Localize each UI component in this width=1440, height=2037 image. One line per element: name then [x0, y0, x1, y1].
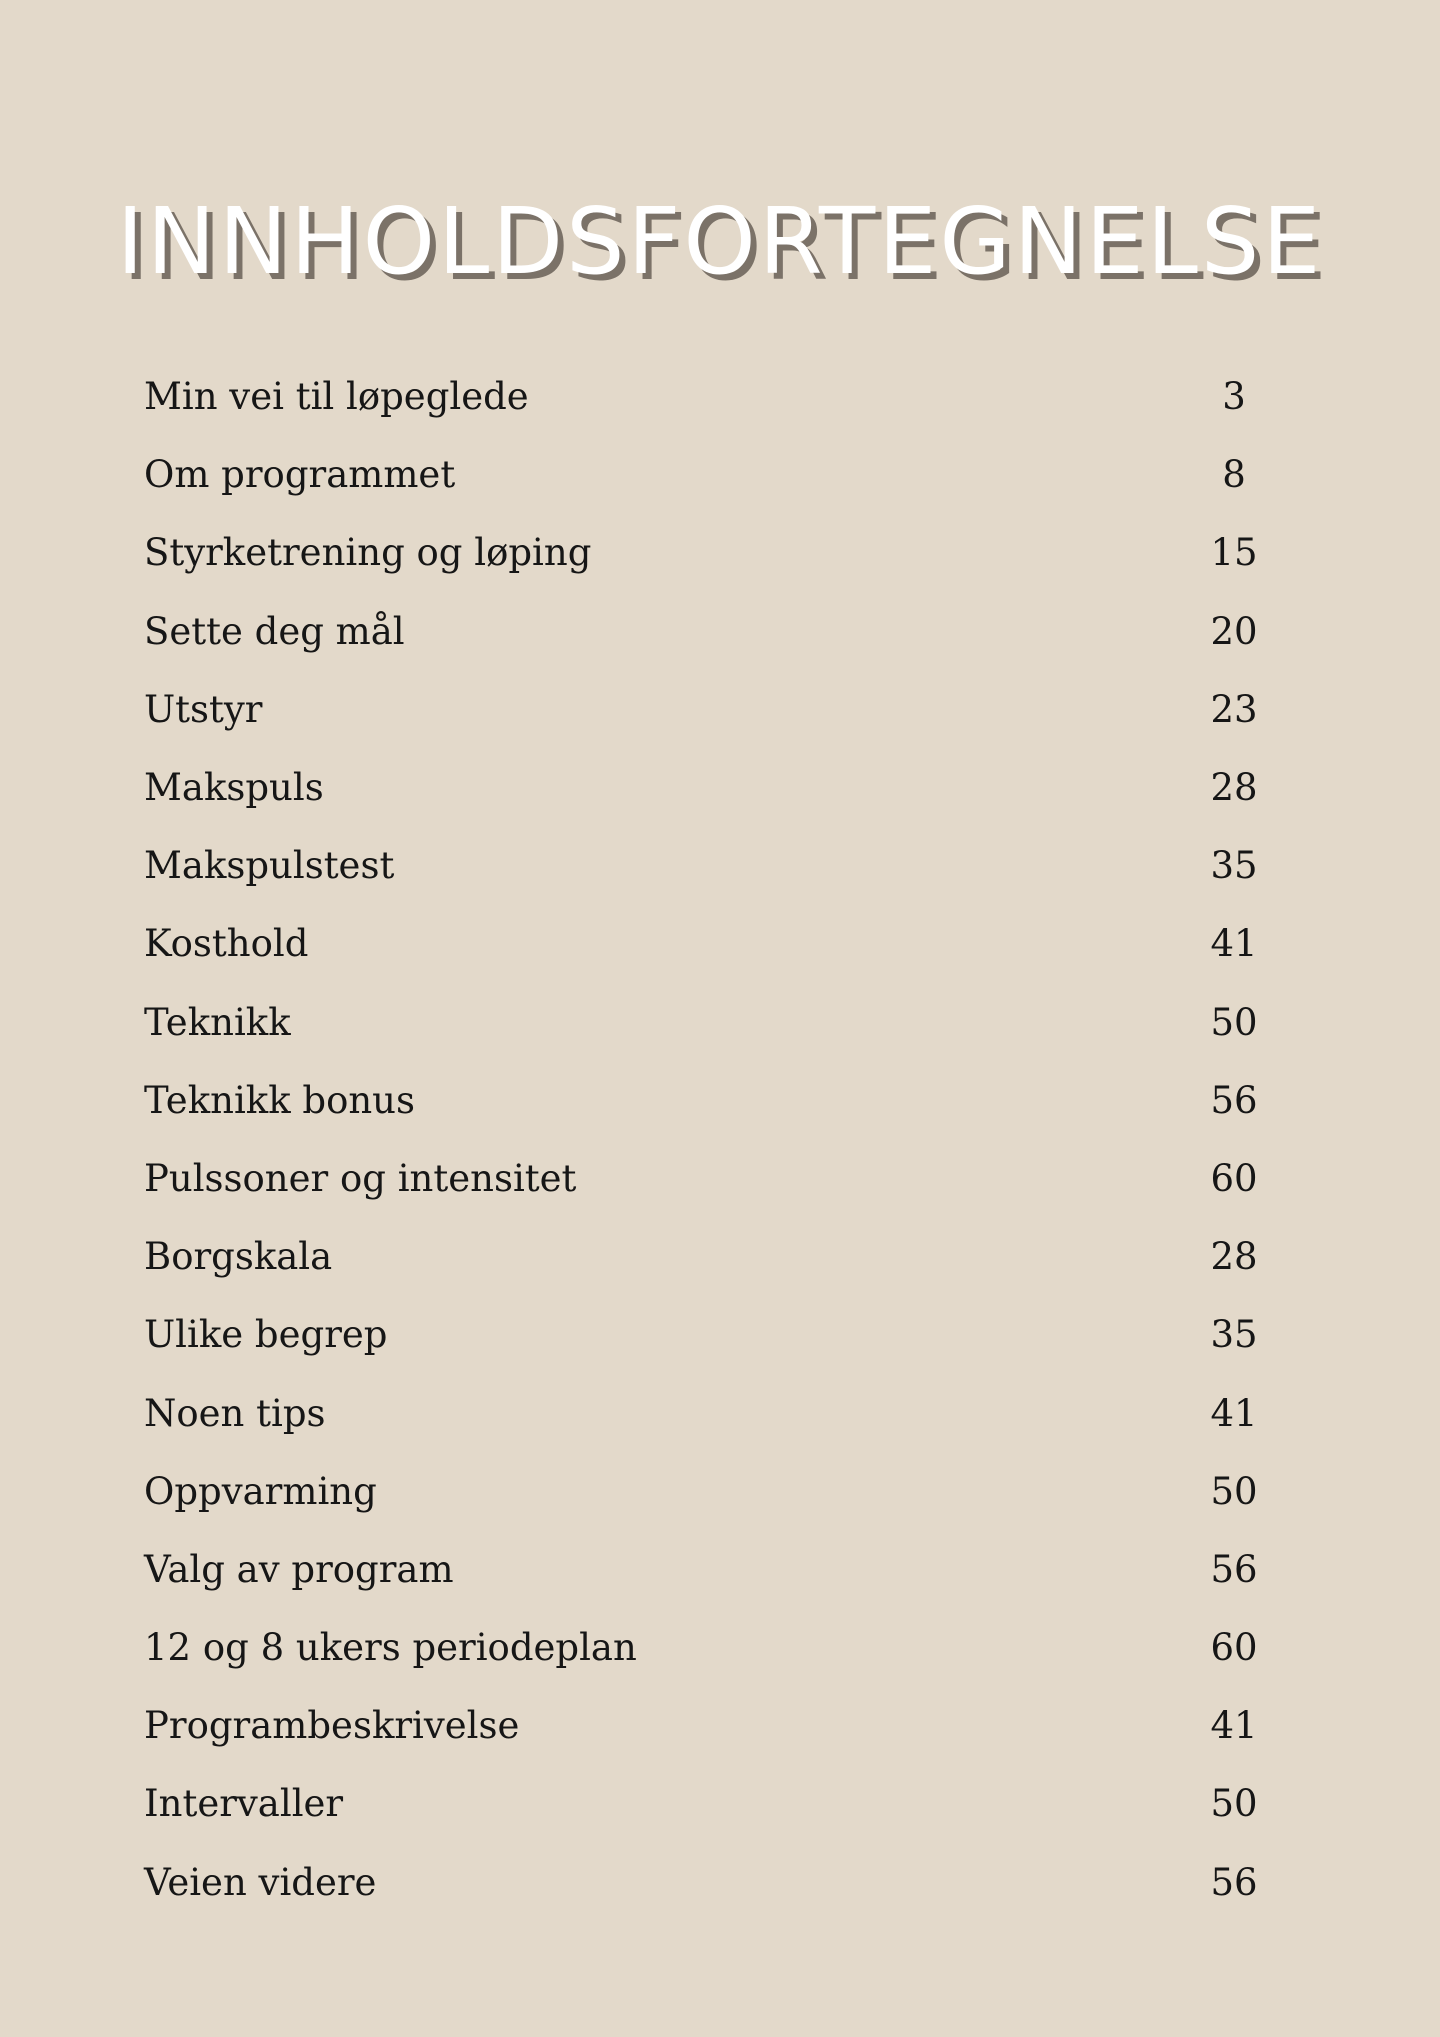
- toc-entry-page-number: 50: [1210, 1469, 1258, 1513]
- toc-entry-label: Borgskala: [144, 1235, 333, 1279]
- toc-entry-label: Programbeskrivelse: [144, 1704, 520, 1748]
- toc-entry[interactable]: [144, 671, 1274, 749]
- toc-entry-label: Om programmet: [144, 453, 456, 497]
- toc-entry-label: Valg av program: [144, 1547, 454, 1591]
- toc-entry-page-number: 56: [1210, 1860, 1258, 1904]
- toc-entry-label: Noen tips: [144, 1391, 326, 1435]
- toc-entry-label: Styrketrening og løping: [144, 531, 592, 575]
- toc-entry[interactable]: [144, 1844, 1274, 1922]
- toc-entry-label: Teknikk bonus: [144, 1078, 415, 1122]
- toc-entry-label: Kosthold: [144, 922, 309, 966]
- toc-entry[interactable]: [144, 984, 1274, 1062]
- toc-entry-page-number: 41: [1210, 1704, 1258, 1748]
- toc-entry-label: Oppvarming: [144, 1469, 377, 1513]
- table-of-contents: [144, 358, 1274, 1922]
- toc-entry-page-number: 56: [1210, 1547, 1258, 1591]
- toc-entry-page-number: 56: [1210, 1078, 1258, 1122]
- toc-entry[interactable]: [144, 1453, 1274, 1531]
- toc-entry[interactable]: [144, 593, 1274, 671]
- toc-entry-label: Utstyr: [144, 687, 263, 731]
- toc-entry-label: Ulike begrep: [144, 1313, 388, 1357]
- toc-entry-label: 12 og 8 ukers periodeplan: [144, 1626, 637, 1670]
- page-title: INNHOLDSFORTEGNELSE: [116, 188, 1324, 295]
- toc-entry[interactable]: [144, 358, 1274, 436]
- toc-entry-page-number: 35: [1210, 1313, 1258, 1357]
- toc-entry-page-number: 60: [1210, 1156, 1258, 1200]
- toc-entry-label: Intervaller: [144, 1782, 344, 1826]
- toc-entry-page-number: 28: [1210, 766, 1258, 810]
- toc-entry-page-number: 50: [1210, 1782, 1258, 1826]
- toc-entry-page-number: 20: [1210, 609, 1258, 653]
- toc-entry[interactable]: [144, 827, 1274, 905]
- toc-entry[interactable]: [144, 1687, 1274, 1765]
- toc-entry[interactable]: [144, 1218, 1274, 1296]
- toc-entry-page-number: 15: [1210, 531, 1258, 575]
- toc-entry-label: Min vei til løpeglede: [144, 375, 529, 419]
- toc-entry-page-number: 41: [1210, 922, 1258, 966]
- toc-entry-page-number: 28: [1210, 1235, 1258, 1279]
- toc-entry-label: Sette deg mål: [144, 609, 405, 653]
- toc-entry-page-number: 60: [1210, 1626, 1258, 1670]
- toc-entry[interactable]: [144, 1140, 1274, 1218]
- toc-entry[interactable]: [144, 436, 1274, 514]
- toc-entry[interactable]: [144, 905, 1274, 983]
- toc-entry-label: Makspuls: [144, 766, 324, 810]
- toc-entry-page-number: 8: [1222, 453, 1246, 497]
- toc-entry-page-number: 23: [1210, 687, 1258, 731]
- toc-entry-label: Veien videre: [144, 1860, 377, 1904]
- toc-entry-page-number: 3: [1222, 375, 1246, 419]
- toc-entry-label: Pulssoner og intensitet: [144, 1156, 577, 1200]
- toc-entry[interactable]: [144, 1531, 1274, 1609]
- toc-entry-label: Teknikk: [144, 1000, 291, 1044]
- toc-entry-label: Makspulstest: [144, 844, 395, 888]
- toc-entry[interactable]: [144, 749, 1274, 827]
- toc-entry[interactable]: [144, 1374, 1274, 1452]
- toc-entry-page-number: 41: [1210, 1391, 1258, 1435]
- toc-entry-page-number: 35: [1210, 844, 1258, 888]
- toc-entry[interactable]: [144, 1609, 1274, 1687]
- toc-entry[interactable]: [144, 1765, 1274, 1843]
- toc-entry-page-number: 50: [1210, 1000, 1258, 1044]
- toc-entry[interactable]: [144, 514, 1274, 592]
- toc-entry[interactable]: [144, 1296, 1274, 1374]
- toc-entry[interactable]: [144, 1062, 1274, 1140]
